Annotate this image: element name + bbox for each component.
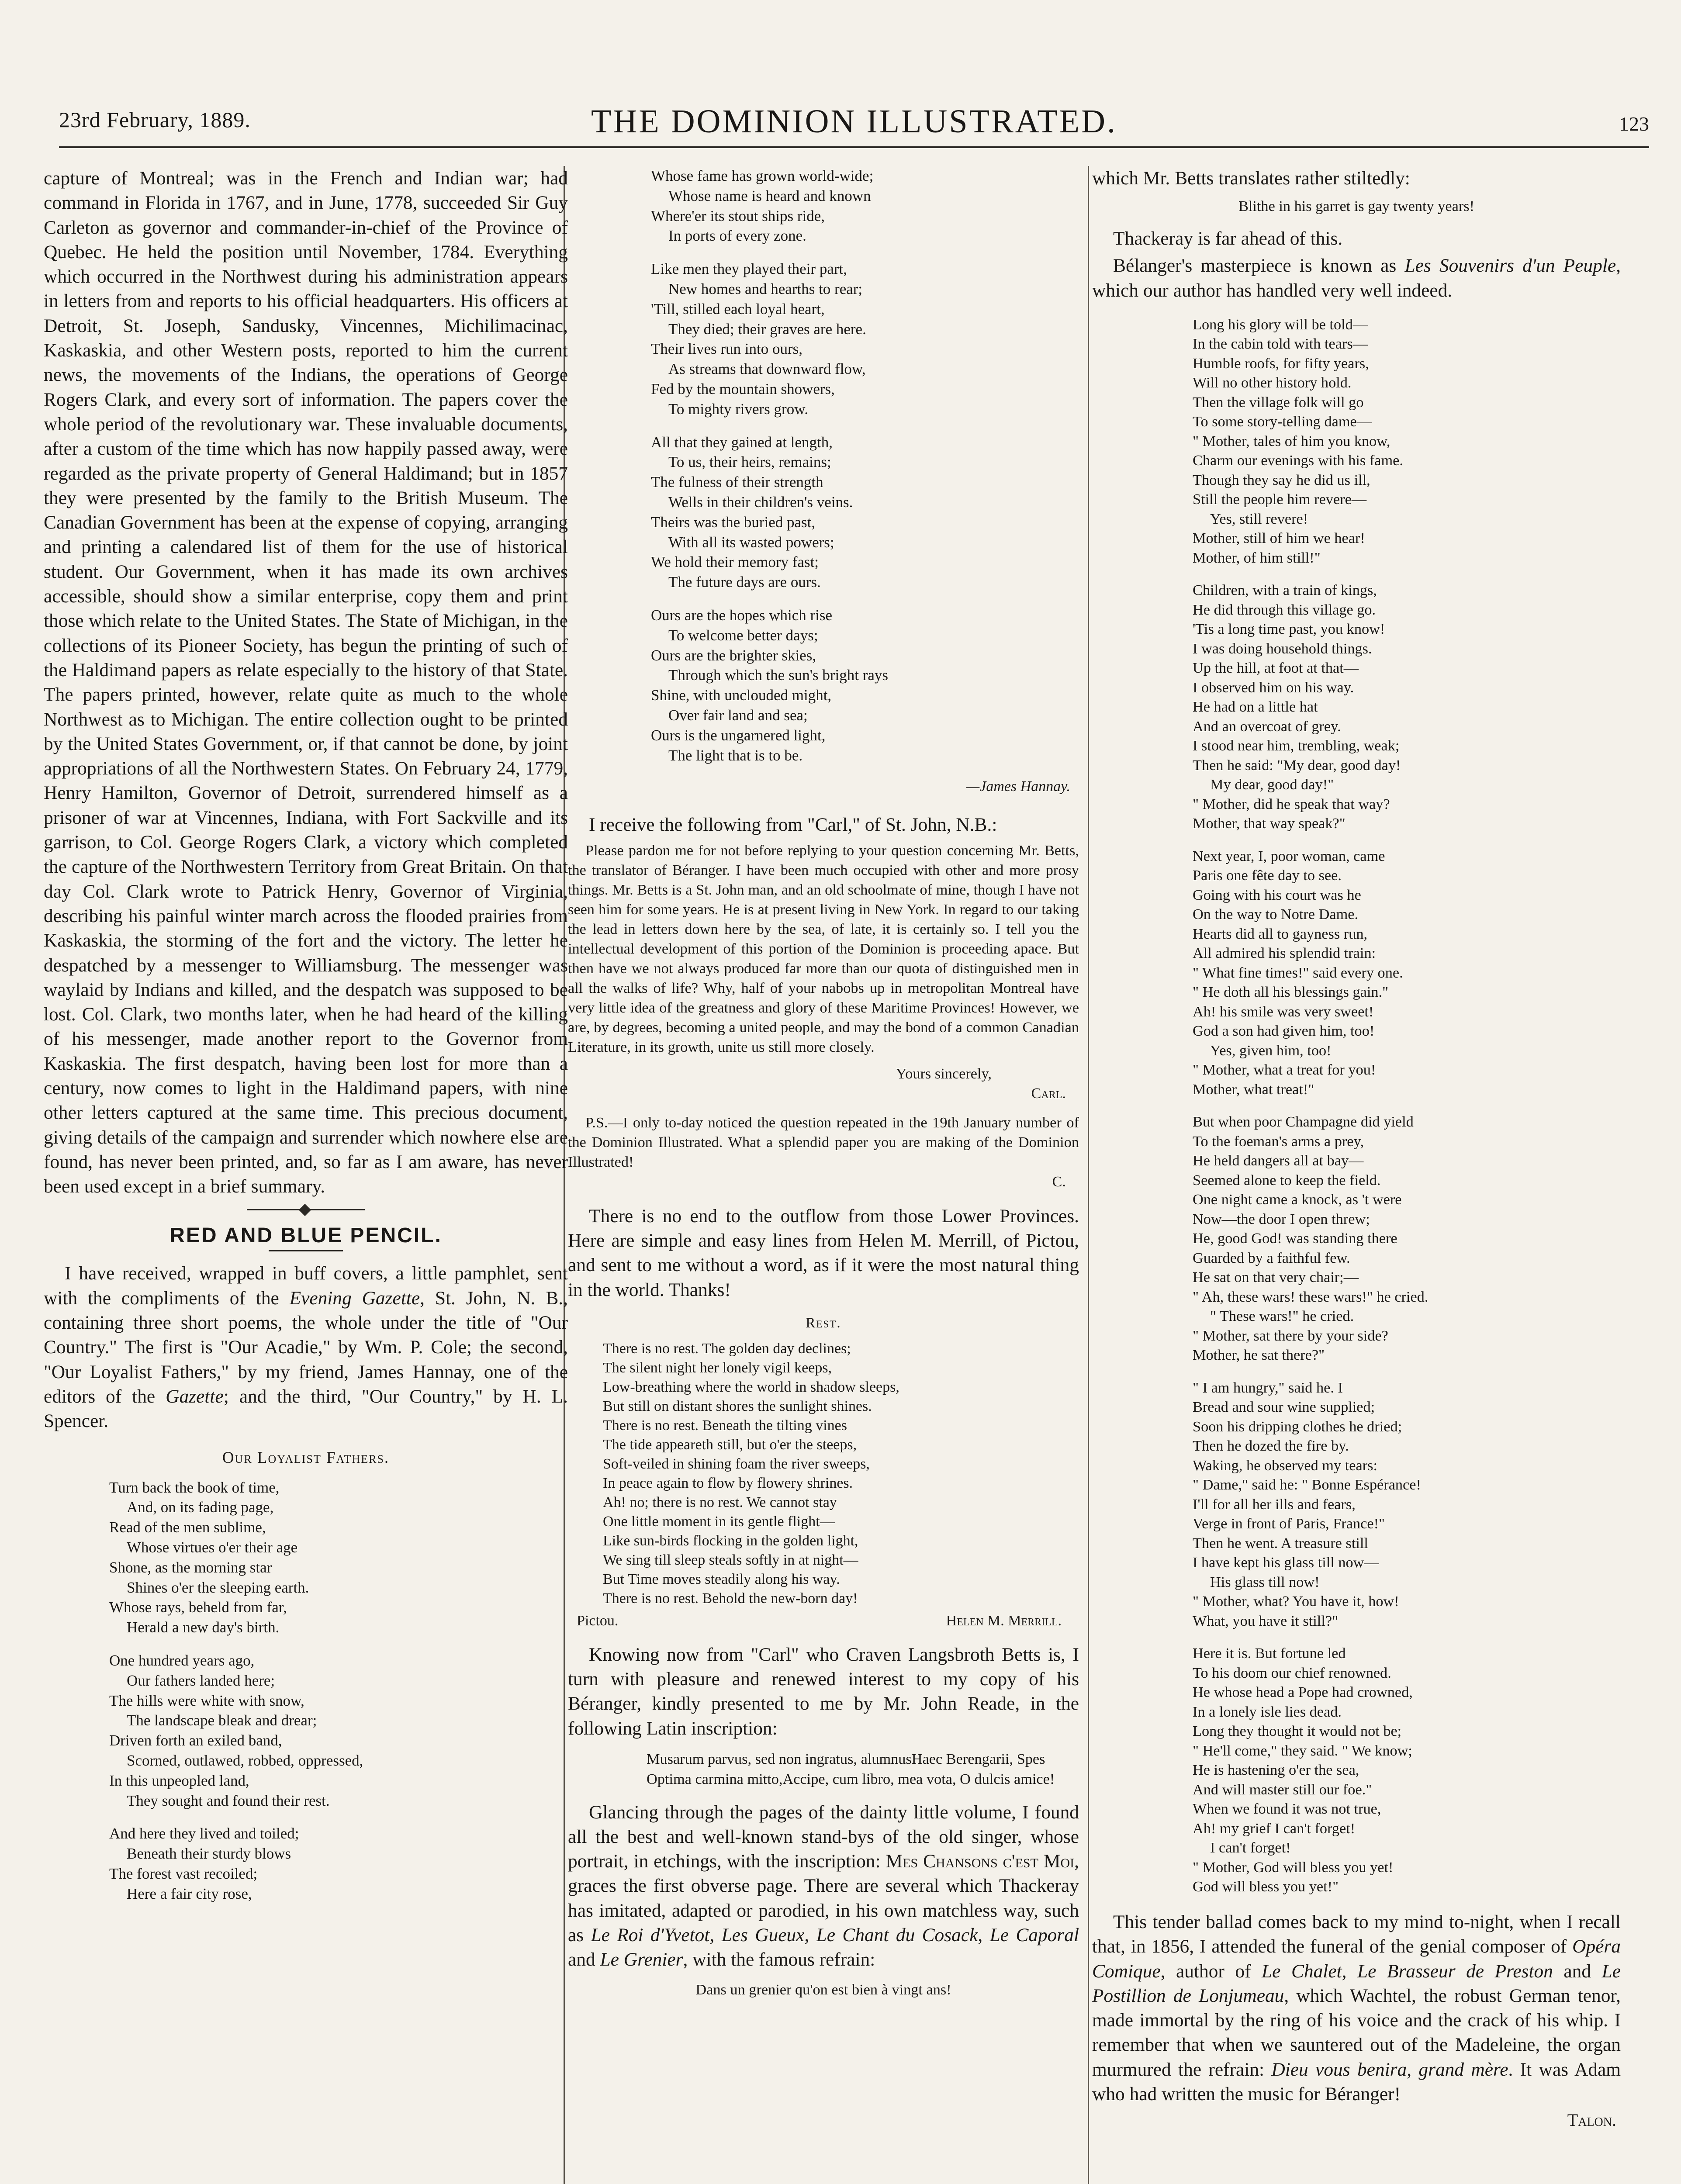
rest-poem-line: There is no rest. The golden day declines;	[603, 1340, 851, 1357]
closing-and: and	[1553, 1960, 1602, 1982]
haldimand-paragraph: capture of Montreal; was in the French and Indian war; had command in Florida in 1767, and in June, 1778, succeeded Sir Guy Carleton as governor and commander-in-chief of the Province of Quebec. He held the position until November, 1784. Everything which occurred in the Northwest during his administration appears in letters from and reports to his official headquarters. His officers at Detroit, St. Joseph, Sandusky, Vincennes, Michilimacinac, Kaskaskia, and other Western posts, reported to him the current news, the movements of the Indians, the operations of George Rogers Clark, and every sort of information. The papers cover the whole period of the revolutionary war. These invaluable documents, after a custom of the time which has now happily passed away, were regarded as the private property of General Haldimand; but in 1857 they were presented by the family to the British Museum. The Canadian Government has been at the expense of copying, arranging and printing a calendared list of them for the use of historical student. Our Government, when it has made its own archives accessible, should show a similar enterprise, copy them and print those which relate to the United States. The State of Michigan, in the collections of its Pioneer Society, has begun the printing of such of the Haldimand papers as relate especially to the history of that State. The papers printed, however, relate quite as much to the whole Northwest as to Michigan. The entire collection ought to be printed by the United States Government, or, if that cannot be done, by joint appropriations of all the Northwestern States. On February 24, 1779, Henry Hamilton, Governor of Detroit, surrendered himself as a prisoner of war at Vincennes, Indiana, with Fort Sackville and its garrison, to Col. George Rogers Clark, a victory which completed the capture of the Northwestern Territory from Great Britain. On that day Col. Clark wrote to Patrick Henry, Governor of Virginia, describing his painful winter march across the flooded prairies from Kaskaskia, the storming of the fort and the victory. The letter he despatched by a messenger to Williamsburg. The messenger was waylaid by Indians and killed, and the despatch was supposed to be lost. Col. Clark, two months later, when he had heard of the killing of his messenger, made another report to the Governor from Kaskaskia. The first despatch, having been lost for more than a century, now comes to light in the Haldimand papers, with nine other letters captured at the same time. This precious document, giving details of the campaign and surrender which nowhere else are found, has never been printed, and, so far as I am aware, has never been used except in a brief summary.	[44, 168, 568, 1197]
closing-text-3: , which Wachtel, the robust German tenor, made immortal by the ring of his voice and the crack of his whip. I remember that when we sauntered out of the Madeleine, the organ murmured the refrain:	[1092, 1985, 1621, 2080]
loyalist-poem-line: Shone, as the morning star	[109, 1559, 272, 1576]
ballad-line: God a son had given him, too!	[1193, 1023, 1375, 1040]
glancing-text: Glancing through the pages of the dainty little volume, I found all the best and well-known stand-bys of the old singer, whose portrait, in etchings, with the inscription: Mes Chansons c'est Moi, graces the first obverse page. There are several which Thackeray has imitated, adapted or parodied, in his own matchless way, such as Le Roi d'Yvetot, Les Gueux, Le Chant du Cosack, Le Caporal and Le Grenier, with the famous refrain:	[568, 1801, 1079, 1970]
section-title: RED AND BLUE PENCIL.	[169, 1224, 442, 1248]
loyalist-poem-line: 'Till, stilled each loyal heart,	[651, 300, 825, 318]
header-rule	[59, 146, 1649, 148]
ballad-stanza	[1193, 1644, 1621, 1897]
haldimand-article	[44, 166, 568, 1199]
ballad-line: He, good God! was standing there	[1193, 1230, 1397, 1247]
ballad-line: And will master still our foe."	[1193, 1781, 1372, 1798]
carl-intro	[568, 812, 1079, 837]
rest-poem-line: There is no rest. Beneath the tilting vines	[603, 1417, 847, 1434]
running-head	[59, 103, 1649, 151]
poem-title-rest: Rest.	[806, 1315, 841, 1331]
ballad-line: He held dangers all at bay—	[1193, 1152, 1364, 1169]
song-title: Le Caporal	[989, 1925, 1079, 1946]
ballad-line: Though they say he did us ill,	[1193, 471, 1370, 488]
loyalist-poem-line: To welcome better days;	[668, 626, 818, 644]
latin-inscription	[568, 1749, 1079, 1790]
knowing-paragraph	[568, 1642, 1079, 1741]
section-ornament	[247, 1209, 365, 1210]
poem-rest-byline	[568, 1613, 1079, 1635]
loyalist-poem-line: The fulness of their strength	[651, 473, 823, 491]
latin-inscription-line: Haec Berengarii, Spes Optima carmina mitto,	[647, 1750, 1045, 1787]
song-title: Le Chant du Cosack	[816, 1925, 978, 1946]
loyalist-poem-line: Fed by the mountain showers,	[651, 380, 835, 397]
poem-title-loyalist-fathers: Our Loyalist Fathers.	[222, 1448, 390, 1467]
ballad-line: Hearts did all to gayness run,	[1193, 925, 1368, 942]
ballad-line: One night came a knock, as 't were	[1193, 1191, 1402, 1208]
loyalist-poem-line: Whose virtues o'er their age	[127, 1538, 298, 1556]
rest-poem-line: The silent night her lonely vigil keeps,	[603, 1359, 832, 1376]
loyalist-poem-line: Ours are the brighter skies,	[651, 646, 816, 664]
masterpiece-text-2: , which our author has handled very well indeed.	[1092, 255, 1621, 301]
carl-signature: Carl.	[1031, 1085, 1066, 1102]
ballad-line: Then the village folk will go	[1193, 394, 1364, 411]
loyalist-poem-line: The light that is to be.	[668, 746, 803, 764]
loyalist-poem-line: Whose rays, beheld from far,	[109, 1599, 287, 1616]
pamphlet-article	[44, 1261, 568, 1433]
outflow-paragraph	[568, 1204, 1079, 1302]
ballad-line: Guarded by a faithful few.	[1193, 1249, 1350, 1266]
loyalist-poem-line: As streams that downward flow,	[668, 360, 866, 378]
ballad-line: My dear, good day!"	[1210, 776, 1334, 793]
ballad-line: Soon his dripping clothes he dried;	[1193, 1418, 1402, 1435]
famous-refrain: Dans un grenier qu'on est bien à vingt ans!	[695, 1981, 951, 1998]
ballad-line: " He'll come," they said. " We know;	[1193, 1742, 1412, 1759]
ballad-line: Then he dozed the fire by.	[1193, 1438, 1349, 1455]
ballad-souvenirs	[1092, 315, 1621, 1897]
opera-title: Le Postillion de Lonjumeau	[1092, 1960, 1621, 2006]
carl-letter-text: Please pardon me for not before replying to your question concerning Mr. Betts, the translator of Béranger. I have been much occupied with other and more prosy things. Mr. Betts is a St. John man, and an old schoolmate of mine, though I have not seen him for some years. He is at present living in New York. In regard to our taking the lead in letters down here by the sea, of late, it is certainly so. I tell you the intellectual development of this portion of the Dominion is proceeding apace. But then have we not always produced far more than our quota of distinguished men in all the walks of life? Why, half of your nabobs up in metropolitan Montreal have very little idea of the greatness and glory of these Maritime Provinces! However, we are, by degrees, becoming a united people, and may the bond of a common Canadian Literature, in its growth, unite us still more closely.	[568, 842, 1079, 1055]
carl-postscript-text: P.S.—I only to-day noticed the question repeated in the 19th January number of the Dominion Illustrated. What a splendid paper you are making of the Dominion Illustrated!	[568, 1114, 1079, 1170]
ballad-line: Mother, what treat!"	[1193, 1081, 1314, 1098]
ballad-line: He had on a little hat	[1193, 698, 1318, 715]
ballad-line: I was doing household things.	[1193, 640, 1372, 657]
loyalist-poem-line: In this unpeopled land,	[109, 1772, 249, 1789]
rest-poem-line: Like sun-birds flocking in the golden light,	[603, 1532, 858, 1549]
loyalist-poem-line: To us, their heirs, remains;	[668, 453, 831, 471]
carl-letter	[568, 841, 1079, 1057]
betts-translation: Blithe in his garret is gay twenty years!	[1238, 198, 1475, 215]
paper-name-short: Gazette	[166, 1386, 224, 1407]
ballad-line: I stood near him, trembling, weak;	[1193, 737, 1400, 754]
ballad-line: God will bless you yet!"	[1193, 1878, 1339, 1895]
loyalist-poem-line: In ports of every zone.	[668, 227, 806, 245]
ballad-line: " Dame," said he: " Bonne Espérance!	[1193, 1476, 1421, 1493]
loyalist-poem-line: They died; their graves are here.	[668, 320, 866, 338]
ballad-line: He is hastening o'er the sea,	[1193, 1762, 1359, 1779]
ballad-line: Long they thought it would not be;	[1193, 1723, 1402, 1740]
loyalist-poem-line: Like men they played their part,	[651, 260, 847, 278]
rest-poem-line: Ah! no; there is no rest. We cannot stay	[603, 1494, 837, 1510]
column-1	[44, 166, 568, 2184]
masthead-title: THE DOMINION ILLUSTRATED.	[591, 103, 1117, 140]
carl-postscript	[568, 1113, 1079, 1172]
latin-inscription-line: Musarum parvus, sed non ingratus, alumnus	[647, 1750, 912, 1767]
ballad-line: " He doth all his blessings gain."	[1193, 984, 1389, 1001]
ballad-line: Charm our evenings with his fame.	[1193, 452, 1403, 469]
ballad-line: All admired his splendid train:	[1193, 945, 1376, 962]
glancing-paragraph	[568, 1800, 1079, 1972]
loyalist-poem-line: One hundred years ago,	[109, 1652, 255, 1669]
ballad-line: " Mother, did he speak that way?	[1193, 795, 1390, 812]
closing-text-4: . It was Adam who had written the music for Béranger!	[1092, 2059, 1621, 2105]
ballad-line: Then he said: "My dear, good day!	[1193, 757, 1401, 774]
song-title: Les Gueux	[721, 1925, 805, 1946]
page-number: 123	[1619, 113, 1649, 135]
carl-closing: Yours sincerely,	[896, 1065, 992, 1082]
loyalist-poem-line: Whose fame has grown world-wide;	[651, 167, 874, 184]
ballad-stanza	[1193, 847, 1621, 1099]
song-title: Le Grenier	[600, 1949, 683, 1970]
author-signature: Talon.	[1567, 2110, 1616, 2130]
pamphlet-text-3: ; and the third, "Our Country," by H. L. Spencer.	[44, 1386, 568, 1432]
poem-rest-author: Helen M. Merrill.	[946, 1612, 1062, 1629]
ballad-line: To the foeman's arms a prey,	[1193, 1133, 1364, 1150]
column-rule-right	[1088, 166, 1089, 2184]
rest-poem-line: But Time moves steadily along his way.	[603, 1571, 840, 1587]
opera-title: Le Brasseur de Preston	[1357, 1960, 1553, 1982]
ballad-line: Ah! my grief I can't forget!	[1193, 1820, 1356, 1837]
opera-genre: Opéra Comique	[1092, 1936, 1621, 1982]
loyalist-poem-line: Ours are the hopes which rise	[651, 606, 833, 624]
ballad-line: And an overcoat of grey.	[1193, 718, 1341, 735]
ballad-line: In the cabin told with tears—	[1193, 335, 1368, 352]
ballad-line: Yes, still revere!	[1210, 510, 1308, 527]
ballad-line: Then he went. A treasure still	[1193, 1534, 1368, 1552]
loyalist-poem-line: Here a fair city rose,	[127, 1885, 252, 1902]
pamphlet-text-2: , St. John, N. B., containing three short poems, the whole under the title of "Our Country." The first is "Our Acadie," by Wm. P. Cole; the second, "Our Loyalist Fathers," by my friend, James Hannay, one of the editors of the	[44, 1287, 568, 1407]
loyalist-poem-stanza	[651, 432, 1079, 592]
ballad-line: " These wars!" he cried.	[1210, 1308, 1354, 1325]
loyalist-poem-line: We hold their memory fast;	[651, 553, 819, 571]
loyalist-poem-line: The hills were white with snow,	[109, 1692, 304, 1709]
glancing-text-1: Glancing through the pages of the dainty little volume, I found all the best and well-known stand-bys of the old singer, whose portrait, in etchings, with the inscription:	[568, 1801, 1079, 1872]
ballad-line: I have kept his glass till now—	[1193, 1554, 1379, 1571]
ballad-line: Ah! his smile was very sweet!	[1193, 1003, 1374, 1020]
loyalist-poem-line: With all its wasted powers;	[668, 533, 834, 551]
loyalist-poem-line: Shines o'er the sleeping earth.	[127, 1579, 309, 1596]
ballad-line: Here it is. But fortune led	[1193, 1645, 1346, 1662]
ballad-line: " Mother, what a treat for you!	[1193, 1061, 1376, 1078]
loyalist-poem-line: All that they gained at length,	[651, 433, 833, 451]
loyalist-poem-line: The landscape bleak and drear;	[127, 1712, 317, 1729]
ballad-line: I observed him on his way.	[1193, 679, 1354, 696]
loyalist-poem-stanza	[651, 605, 1079, 765]
loyalist-poem-line: And, on its fading page,	[127, 1499, 274, 1516]
ballad-line: But when poor Champagne did yield	[1193, 1113, 1414, 1130]
ballad-line: When we found it was not true,	[1193, 1800, 1381, 1818]
loyalist-poem-line: Whose name is heard and known	[668, 187, 871, 204]
ballad-line: His glass till now!	[1210, 1573, 1320, 1590]
ballad-line: " Mother, tales of him you know,	[1193, 432, 1390, 449]
closing-paragraph	[1092, 1910, 1621, 2106]
loyalist-poem-line: Beneath their sturdy blows	[127, 1845, 291, 1863]
ballad-line: He did through this village go.	[1193, 601, 1376, 618]
poem-author: —James Hannay.	[966, 778, 1070, 795]
ballad-line: Mother, he sat there?"	[1193, 1347, 1325, 1364]
masterpiece-text	[1092, 253, 1621, 303]
betts-intro	[1092, 166, 1621, 190]
loyalist-poem-line: Where'er its stout ships ride,	[651, 207, 825, 225]
ballad-line: In a lonely isle lies dead.	[1193, 1703, 1342, 1720]
ballad-line: I can't forget!	[1210, 1839, 1291, 1856]
glancing-text-3: , with the famous refrain:	[683, 1949, 875, 1970]
closing-text-2: , author of	[1160, 1960, 1262, 1982]
ballad-line: Mother, still of him we hear!	[1193, 530, 1365, 547]
organ-refrain: Dieu vous benira, grand mère	[1271, 2059, 1508, 2080]
thackeray-text: Thackeray is far ahead of this.	[1113, 228, 1343, 249]
rest-poem-line: Low-breathing where the world in shadow sleeps,	[603, 1379, 899, 1395]
ballad-line: Mother, that way speak?"	[1193, 815, 1345, 832]
ballad-line: Seemed alone to keep the field.	[1193, 1171, 1381, 1189]
loyalist-poem-line: Theirs was the buried past,	[651, 513, 816, 531]
rest-poem-line: We sing till sleep steals softly in at night—	[603, 1552, 858, 1568]
carl-intro-text: I receive the following from "Carl," of St. John, N.B.:	[589, 814, 997, 836]
loyalist-poem-stanza	[109, 1651, 568, 1811]
ballad-stanza	[1193, 315, 1621, 568]
ballad-line: Up the hill, at foot at that—	[1193, 660, 1359, 677]
paper-name: Evening Gazette	[289, 1287, 420, 1309]
loyalist-poem-stanza	[651, 166, 1079, 246]
ballad-line: " What fine times!" said every one.	[1193, 964, 1403, 981]
ballad-line: Children, with a train of kings,	[1193, 582, 1377, 599]
ballad-line: " Mother, sat there by your side?	[1193, 1327, 1388, 1344]
loyalist-poem-line: Ours is the ungarnered light,	[651, 726, 826, 744]
betts-intro-text: which Mr. Betts translates rather stiltedly:	[1092, 168, 1410, 189]
carl-ps-signature: C.	[1052, 1173, 1066, 1190]
ballad-line: Long his glory will be told—	[1193, 316, 1368, 333]
loyalist-poem-line: Scorned, outlawed, robbed, oppressed,	[127, 1752, 363, 1769]
loyalist-poem-line: Over fair land and sea;	[668, 706, 808, 724]
ballad-line: Verge in front of Paris, France!"	[1193, 1515, 1385, 1532]
pamphlet-paragraph	[44, 1261, 568, 1433]
masterpiece-paragraphs	[1092, 226, 1621, 303]
ballad-line: Yes, given him, too!	[1210, 1042, 1332, 1059]
poem-loyalist-fathers-part-1	[44, 1478, 568, 1904]
ballad-line: " Ah, these wars! these wars!" he cried.	[1193, 1288, 1429, 1305]
ballad-stanza	[1193, 581, 1621, 833]
ballad-line: Waking, he observed my tears:	[1193, 1457, 1377, 1474]
ballad-line: He sat on that very chair;—	[1193, 1269, 1359, 1286]
ballad-line: What, you have it still?"	[1193, 1612, 1339, 1629]
column-2	[568, 166, 1079, 2184]
ballad-stanza	[1193, 1378, 1621, 1631]
ballad-line: On the way to Notre Dame.	[1193, 906, 1359, 923]
loyalist-poem-line: Turn back the book of time,	[109, 1479, 280, 1496]
latin-inscription-line: Accipe, cum libro, mea vota, O dulcis amice!	[782, 1770, 1055, 1787]
loyalist-poem-line: And here they lived and toiled;	[109, 1825, 299, 1842]
loyalist-poem-line: Herald a new day's birth.	[127, 1619, 280, 1636]
ballad-line: Going with his court was he	[1193, 886, 1361, 903]
glancing-and: and	[568, 1949, 600, 1970]
loyalist-poem-stanza	[109, 1824, 568, 1904]
loyalist-poem-line: Driven forth an exiled band,	[109, 1732, 282, 1749]
ballad-line: To his doom our chief renowned.	[1193, 1664, 1391, 1681]
ballad-line: He whose head a Pope had crowned,	[1193, 1684, 1413, 1701]
poem-rest-place: Pictou.	[577, 1612, 619, 1629]
closing-text-1: This tender ballad comes back to my mind to-night, when I recall that, in 1856, I attended the funeral of the genial composer of	[1092, 1911, 1621, 1957]
ballad-line: To some story-telling dame—	[1193, 413, 1372, 430]
song-title: Le Roi d'Yvetot	[591, 1925, 710, 1946]
poem-rest	[568, 1339, 1079, 1608]
pamphlet-text-1: I have received, wrapped in buff covers, a little pamphlet, sent with the compliments of the	[44, 1263, 568, 1309]
masterpiece-text-1: Bélanger's masterpiece is known as	[1113, 255, 1405, 276]
section-title-rule	[269, 1250, 343, 1251]
ballad-line: Bread and sour wine supplied;	[1193, 1399, 1375, 1416]
ballad-line: Will no other history hold.	[1193, 374, 1352, 391]
ballad-line: " I am hungry," said he. I	[1193, 1379, 1343, 1396]
rest-poem-line: One little moment in its gentle flight—	[603, 1513, 835, 1530]
poem-loyalist-fathers-part-2	[568, 166, 1079, 765]
opera-title: Le Chalet	[1262, 1960, 1342, 1982]
loyalist-poem-line: The forest vast recoiled;	[109, 1865, 258, 1882]
ballad-line: Next year, I, poor woman, came	[1193, 847, 1385, 864]
rest-poem-line: In peace again to flow by flowery shrines.	[603, 1475, 853, 1491]
loyalist-poem-line: They sought and found their rest.	[127, 1792, 330, 1809]
ballad-line: Paris one fête day to see.	[1193, 867, 1342, 884]
column-3	[1092, 166, 1621, 2184]
glancing-text-2: , graces the first obverse page. There are several which Thackeray has imitated, adapted or parodied, in his own matchless way, such as	[568, 1851, 1079, 1946]
ballad-line: Now—the door I open threw;	[1193, 1210, 1370, 1227]
loyalist-poem-line: To mighty rivers grow.	[668, 400, 808, 418]
issue-date: 23rd February, 1889.	[59, 107, 251, 132]
rest-poem-line: The tide appeareth still, but o'er the steeps,	[603, 1436, 857, 1453]
ballad-line: 'Tis a long time past, you know!	[1193, 621, 1385, 638]
loyalist-poem-line: New homes and hearths to rear;	[668, 280, 863, 297]
loyalist-poem-line: Wells in their children's veins.	[668, 493, 853, 511]
loyalist-poem-line: Shine, with unclouded might,	[651, 687, 832, 704]
inscription-motto: Mes Chansons c'est Moi	[885, 1851, 1075, 1872]
loyalist-poem-line: Read of the men sublime,	[109, 1519, 266, 1536]
ballad-line: " Mother, what? You have it, how!	[1193, 1593, 1399, 1610]
ballad-line: Still the people him revere—	[1193, 491, 1367, 508]
ballad-line: Humble roofs, for fifty years,	[1193, 355, 1369, 372]
ballad-line: I'll for all her ills and fears,	[1193, 1496, 1356, 1513]
ballad-line: Mother, of him still!"	[1193, 549, 1321, 566]
loyalist-poem-line: Their lives run into ours,	[651, 340, 803, 358]
loyalist-poem-line: Through which the sun's bright rays	[668, 667, 889, 684]
rest-poem-line: Soft-veiled in shining foam the river sweeps,	[603, 1455, 870, 1472]
loyalist-poem-line: The future days are ours.	[668, 574, 821, 591]
masterpiece-title: Les Souvenirs d'un Peuple	[1404, 255, 1616, 276]
loyalist-poem-stanza	[651, 259, 1079, 419]
rest-poem-line: But still on distant shores the sunlight shines.	[603, 1398, 872, 1414]
outflow-text: There is no end to the outflow from those Lower Provinces. Here are simple and easy lines from Helen M. Merrill, of Pictou, and sent to me without a word, as if it were the most natural thing in the world. Thanks!	[568, 1205, 1079, 1300]
ballad-stanza	[1193, 1112, 1621, 1365]
ballad-line: " Mother, God will bless you yet!	[1193, 1859, 1394, 1876]
knowing-text: Knowing now from "Carl" who Craven Langsbroth Betts is, I turn with pleasure and renewed interest to my copy of his Béranger, kindly presented to me by Mr. John Reade, in the following Latin inscription:	[568, 1644, 1079, 1739]
loyalist-poem-stanza	[109, 1478, 568, 1638]
closing-text: This tender ballad comes back to my mind to-night, when I recall that, in 1856, I attended the funeral of the genial composer of Opéra Comique, author of Le Chalet, Le Brasseur de Preston and Le Postillion de Lonjumeau, which Wachtel, the robust German tenor, made immortal by the ring of his voice and the crack of his whip. I remember that when we sauntered out of the Madeleine, the organ murmured the refrain: Dieu vous benira, grand mère. It was Adam who had written the music for Béranger!	[1092, 1911, 1621, 2105]
loyalist-poem-line: Our fathers landed here;	[127, 1672, 275, 1689]
rest-poem-line: There is no rest. Behold the new-born day!	[603, 1590, 858, 1607]
